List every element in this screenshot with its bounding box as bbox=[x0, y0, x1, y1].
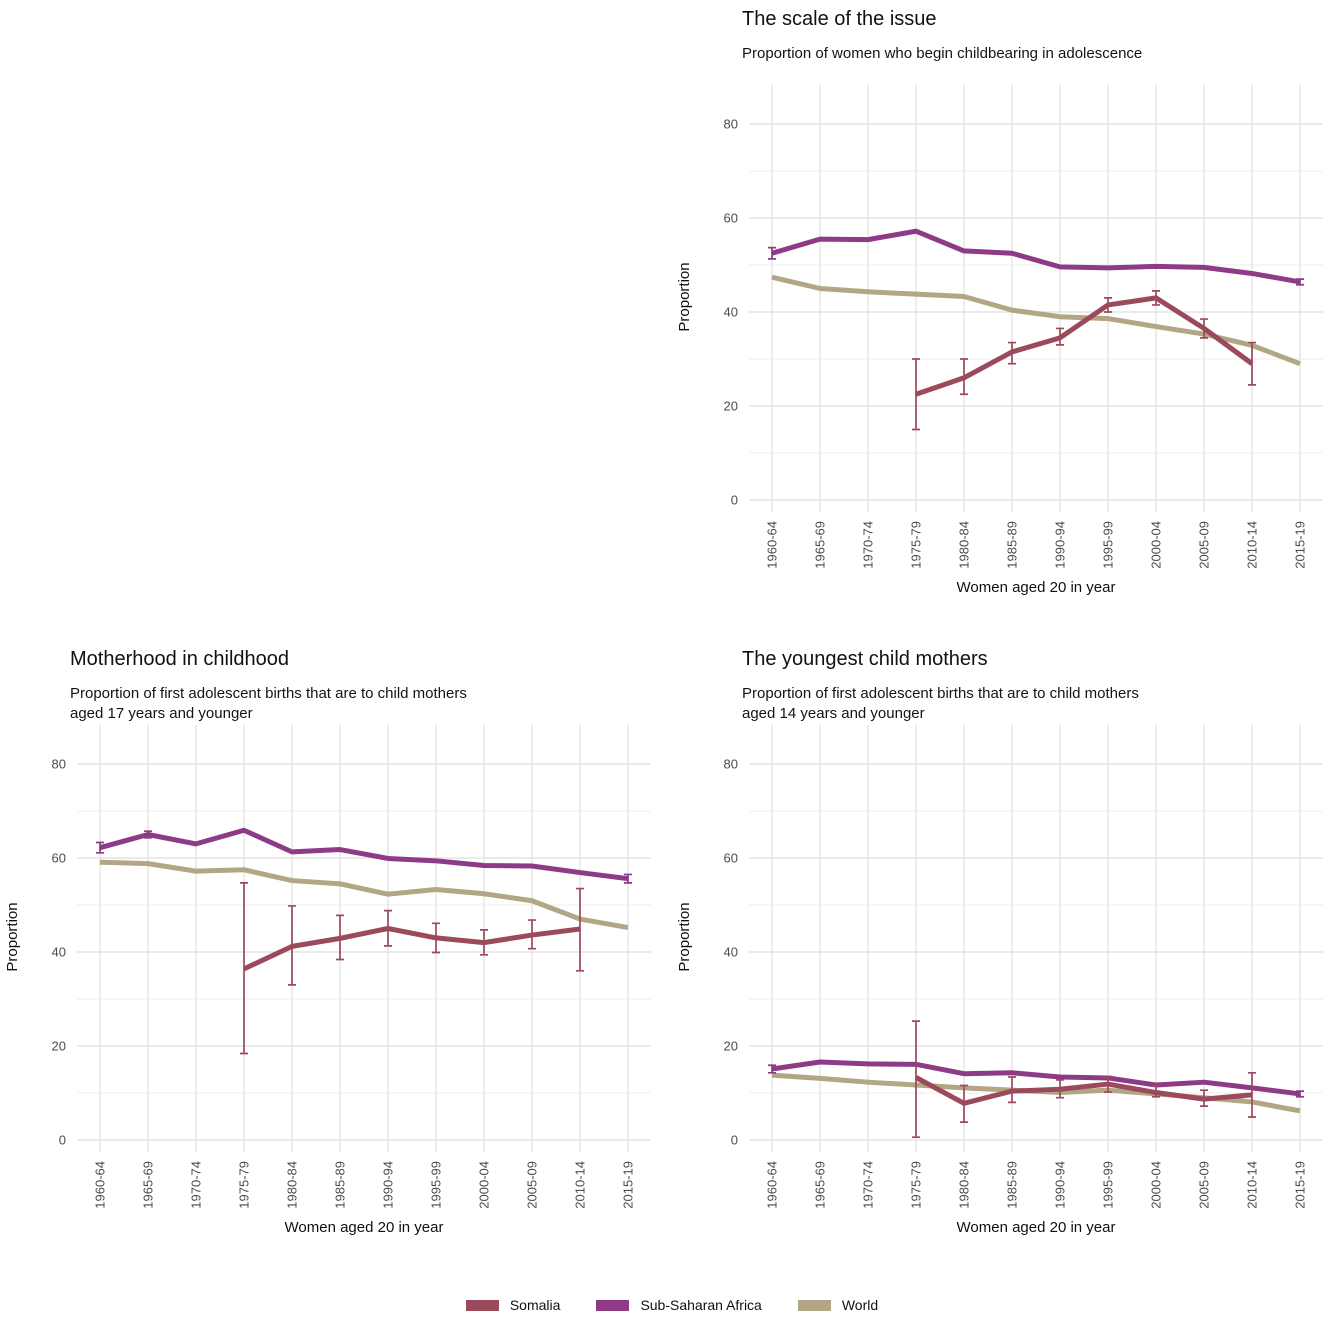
legend-swatch-world bbox=[798, 1300, 831, 1311]
x-tick-label: 1980-84 bbox=[956, 1161, 972, 1209]
x-tick-label: 1960-64 bbox=[92, 1161, 108, 1209]
series-line-sub-saharan-africa bbox=[100, 830, 628, 878]
x-tick-label: 1980-84 bbox=[956, 521, 972, 569]
y-tick-label: 40 bbox=[723, 944, 738, 960]
empty-panel bbox=[0, 0, 672, 640]
chart-plot-svg bbox=[0, 640, 672, 1280]
legend-label: Somalia bbox=[509, 1297, 561, 1313]
chart-subtitle: Proportion of women who begin childbearing in adolescence bbox=[742, 45, 1143, 62]
x-tick-label: 1970-74 bbox=[188, 1161, 204, 1209]
x-tick-label: 2015-19 bbox=[1292, 521, 1308, 569]
x-tick-label: 1995-99 bbox=[1100, 521, 1116, 569]
x-tick-label: 2005-09 bbox=[1196, 521, 1212, 569]
y-tick-label: 40 bbox=[723, 304, 738, 320]
x-tick-label: 1995-99 bbox=[428, 1161, 444, 1209]
x-tick-label: 1960-64 bbox=[764, 521, 780, 569]
y-tick-label: 60 bbox=[51, 850, 66, 866]
x-tick-label: 2000-04 bbox=[1148, 521, 1164, 569]
x-tick-label: 1985-89 bbox=[332, 1161, 348, 1209]
x-tick-label: 1990-94 bbox=[1052, 1161, 1068, 1209]
x-tick-label: 1995-99 bbox=[1100, 1161, 1116, 1209]
y-tick-label: 80 bbox=[51, 756, 66, 772]
x-tick-label: 2000-04 bbox=[476, 1161, 492, 1209]
x-tick-label: 2010-14 bbox=[1244, 521, 1260, 569]
x-tick-label: 1965-69 bbox=[812, 1161, 828, 1209]
x-tick-label: 2005-09 bbox=[524, 1161, 540, 1209]
x-tick-label: 1970-74 bbox=[860, 521, 876, 569]
y-axis-title: Proportion bbox=[4, 902, 21, 972]
chart-subtitle: Proportion of first adolescent births that are to child mothers bbox=[70, 685, 467, 702]
legend bbox=[0, 1280, 1344, 1330]
legend-label: Sub-Saharan Africa bbox=[640, 1297, 762, 1313]
series-line-sub-saharan-africa bbox=[772, 231, 1300, 282]
x-tick-label: 1975-79 bbox=[236, 1161, 252, 1209]
chart-title: The scale of the issue bbox=[742, 8, 937, 30]
x-tick-label: 1975-79 bbox=[908, 521, 924, 569]
y-tick-label: 0 bbox=[730, 1132, 738, 1148]
chart-plot-svg bbox=[672, 640, 1344, 1280]
chart-scale-of-the-issue bbox=[672, 0, 1344, 640]
y-axis-title: Proportion bbox=[676, 262, 693, 332]
legend-swatch-somalia bbox=[466, 1300, 499, 1311]
x-tick-label: 1970-74 bbox=[860, 1161, 876, 1209]
y-tick-label: 20 bbox=[723, 1038, 738, 1054]
y-axis-title: Proportion bbox=[676, 902, 693, 972]
x-axis-title: Women aged 20 in year bbox=[956, 1219, 1116, 1236]
x-tick-label: 2000-04 bbox=[1148, 1161, 1164, 1209]
chart-subtitle-line2: aged 14 years and younger bbox=[742, 705, 925, 722]
y-tick-label: 60 bbox=[723, 210, 738, 226]
chart-subtitle: Proportion of first adolescent births that are to child mothers bbox=[742, 685, 1139, 702]
chart-plot-svg bbox=[672, 0, 1344, 640]
x-tick-label: 1965-69 bbox=[812, 521, 828, 569]
x-tick-label: 1990-94 bbox=[380, 1161, 396, 1209]
legend-item-sub-saharan-africa bbox=[596, 1297, 761, 1313]
chart-title: The youngest child mothers bbox=[742, 648, 988, 670]
chart-youngest-child-mothers bbox=[672, 640, 1344, 1280]
y-tick-label: 40 bbox=[51, 944, 66, 960]
y-tick-label: 60 bbox=[723, 850, 738, 866]
y-tick-label: 0 bbox=[730, 492, 738, 508]
x-tick-label: 2010-14 bbox=[572, 1161, 588, 1209]
x-axis-title: Women aged 20 in year bbox=[284, 1219, 444, 1236]
legend-item-somalia bbox=[466, 1297, 561, 1313]
x-tick-label: 2015-19 bbox=[1292, 1161, 1308, 1209]
chart-subtitle-line2: aged 17 years and younger bbox=[70, 705, 253, 722]
y-tick-label: 80 bbox=[723, 116, 738, 132]
x-axis-title: Women aged 20 in year bbox=[956, 579, 1116, 596]
legend-label: World bbox=[841, 1297, 879, 1313]
series-line-world bbox=[100, 862, 628, 927]
y-tick-label: 20 bbox=[723, 398, 738, 414]
x-tick-label: 2015-19 bbox=[620, 1161, 636, 1209]
x-tick-label: 1985-89 bbox=[1004, 521, 1020, 569]
series-line-world bbox=[772, 277, 1300, 363]
x-tick-label: 1990-94 bbox=[1052, 521, 1068, 569]
legend-item-world bbox=[798, 1297, 878, 1313]
x-tick-label: 1975-79 bbox=[908, 1161, 924, 1209]
x-tick-label: 1980-84 bbox=[284, 1161, 300, 1209]
y-tick-label: 0 bbox=[58, 1132, 66, 1148]
x-tick-label: 1965-69 bbox=[140, 1161, 156, 1209]
x-tick-label: 1985-89 bbox=[1004, 1161, 1020, 1209]
x-tick-label: 2010-14 bbox=[1244, 1161, 1260, 1209]
chart-title: Motherhood in childhood bbox=[70, 648, 290, 670]
x-tick-label: 1960-64 bbox=[764, 1161, 780, 1209]
y-tick-label: 20 bbox=[51, 1038, 66, 1054]
y-tick-label: 80 bbox=[723, 756, 738, 772]
x-tick-label: 2005-09 bbox=[1196, 1161, 1212, 1209]
chart-motherhood-in-childhood bbox=[0, 640, 672, 1280]
legend-swatch-sub-saharan-africa bbox=[596, 1300, 629, 1311]
